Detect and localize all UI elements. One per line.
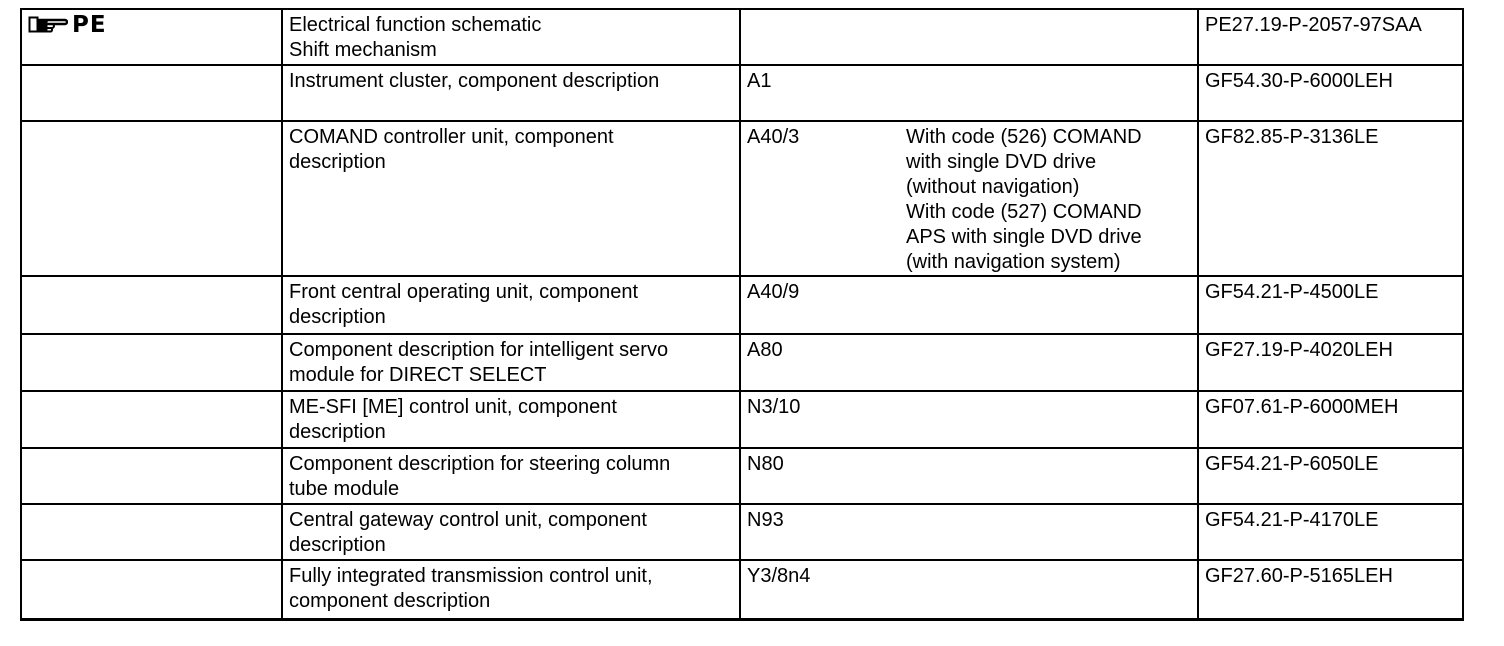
- header-row: [21, 9, 1463, 65]
- blank-cell: [21, 276, 282, 334]
- table-row: [21, 391, 1463, 448]
- table-row: [21, 65, 1463, 121]
- pe-marker-cell: [21, 9, 282, 65]
- document-code-cell: [1198, 121, 1463, 276]
- header-title-cell: [282, 9, 740, 65]
- table-body: [21, 9, 1463, 619]
- document-code-link[interactable]: GF82.85-P-3136LE: [1205, 126, 1379, 148]
- description-cell: [282, 121, 740, 276]
- header-reference-cell: [740, 9, 906, 65]
- table-row: [21, 334, 1463, 391]
- blank-cell: [21, 65, 282, 121]
- document-code-link[interactable]: GF54.21-P-4170LE: [1205, 509, 1379, 531]
- document-code-link[interactable]: GF27.60-P-5165LEH: [1205, 565, 1393, 587]
- description-cell: [282, 391, 740, 448]
- table-row: [21, 560, 1463, 619]
- document-code-cell: [1198, 276, 1463, 334]
- component-reference: N80: [747, 453, 784, 475]
- document-code-link[interactable]: GF54.30-P-6000LEH: [1205, 70, 1393, 92]
- component-description-line: Instrument cluster, component description: [289, 70, 660, 92]
- blank-cell: [21, 504, 282, 560]
- component-description-line: description: [289, 306, 386, 328]
- description-cell: [282, 504, 740, 560]
- description-cell: [282, 334, 740, 391]
- document-code-link[interactable]: GF54.21-P-6050LE: [1205, 453, 1379, 475]
- component-reference: A80: [747, 339, 783, 361]
- blank-cell: [21, 121, 282, 276]
- document-code-link[interactable]: GF27.19-P-4020LEH: [1205, 339, 1393, 361]
- description-cell: [282, 276, 740, 334]
- reference-cell: [740, 121, 906, 276]
- component-description-line: ME-SFI [ME] control unit, component: [289, 396, 617, 418]
- document-code-link[interactable]: GF54.21-P-4500LE: [1205, 281, 1379, 303]
- document-code-cell: [1198, 334, 1463, 391]
- reference-cell: [740, 560, 906, 619]
- document-code-link[interactable]: GF07.61-P-6000MEH: [1205, 396, 1399, 418]
- condition-line: with single DVD drive: [906, 151, 1097, 173]
- table-row: [21, 276, 1463, 334]
- condition-cell: [906, 121, 1198, 276]
- component-description-line: Component description for intelligent servo: [289, 339, 669, 361]
- condition-cell: [906, 276, 1198, 334]
- document-code-cell: [1198, 504, 1463, 560]
- blank-cell: [21, 560, 282, 619]
- component-description-line: COMAND controller unit, component: [289, 126, 614, 148]
- condition-line: (with navigation system): [906, 251, 1121, 273]
- component-reference: N93: [747, 509, 784, 531]
- blank-cell: [21, 391, 282, 448]
- component-description-line: description: [289, 151, 386, 173]
- document-code-cell: [1198, 391, 1463, 448]
- reference-cell: [740, 448, 906, 504]
- condition-line: With code (527) COMAND: [906, 201, 1142, 223]
- component-description-line: Component description for steering column: [289, 453, 671, 475]
- component-reference: A40/9: [747, 281, 800, 303]
- reference-cell: [740, 504, 906, 560]
- header-subtitle-line: Shift mechanism: [289, 39, 437, 61]
- pe-marker: [28, 13, 276, 37]
- condition-line: With code (526) COMAND: [906, 126, 1142, 148]
- header-document-code-cell: [1198, 9, 1463, 65]
- reference-cell: [740, 334, 906, 391]
- reference-cell: [740, 391, 906, 448]
- component-reference: Y3/8n4: [747, 565, 811, 587]
- component-description-line: tube module: [289, 478, 400, 500]
- component-description-line: Front central operating unit, component: [289, 281, 639, 303]
- description-cell: [282, 560, 740, 619]
- header-condition-cell: [906, 9, 1198, 65]
- component-reference: A40/3: [747, 126, 800, 148]
- header-document-code: PE27.19-P-2057-97SAA: [1205, 14, 1422, 36]
- document-code-cell: [1198, 560, 1463, 619]
- reference-cell: [740, 276, 906, 334]
- component-reference: N3/10: [747, 396, 801, 418]
- document-reference-table: [20, 8, 1464, 621]
- table-row: [21, 121, 1463, 276]
- condition-cell: [906, 334, 1198, 391]
- description-cell: [282, 448, 740, 504]
- condition-line: (without navigation): [906, 176, 1080, 198]
- condition-cell: [906, 391, 1198, 448]
- component-description-line: component description: [289, 590, 491, 612]
- reference-cell: [740, 65, 906, 121]
- description-cell: [282, 65, 740, 121]
- pe-marker-text: PE: [72, 12, 107, 38]
- pointing-hand-icon: [28, 16, 68, 36]
- component-description-line: description: [289, 421, 386, 443]
- condition-cell: [906, 560, 1198, 619]
- component-reference: A1: [747, 70, 772, 92]
- condition-line: APS with single DVD drive: [906, 226, 1142, 248]
- document-code-cell: [1198, 65, 1463, 121]
- blank-cell: [21, 334, 282, 391]
- table-row: [21, 504, 1463, 560]
- condition-cell: [906, 448, 1198, 504]
- table-row: [21, 448, 1463, 504]
- component-description-line: Central gateway control unit, component: [289, 509, 647, 531]
- header-title-line: Electrical function schematic: [289, 14, 542, 36]
- component-description-line: description: [289, 534, 386, 556]
- component-description-line: Fully integrated transmission control unit,: [289, 565, 653, 587]
- condition-cell: [906, 504, 1198, 560]
- component-description-line: module for DIRECT SELECT: [289, 364, 547, 386]
- condition-cell: [906, 65, 1198, 121]
- blank-cell: [21, 448, 282, 504]
- document-code-cell: [1198, 448, 1463, 504]
